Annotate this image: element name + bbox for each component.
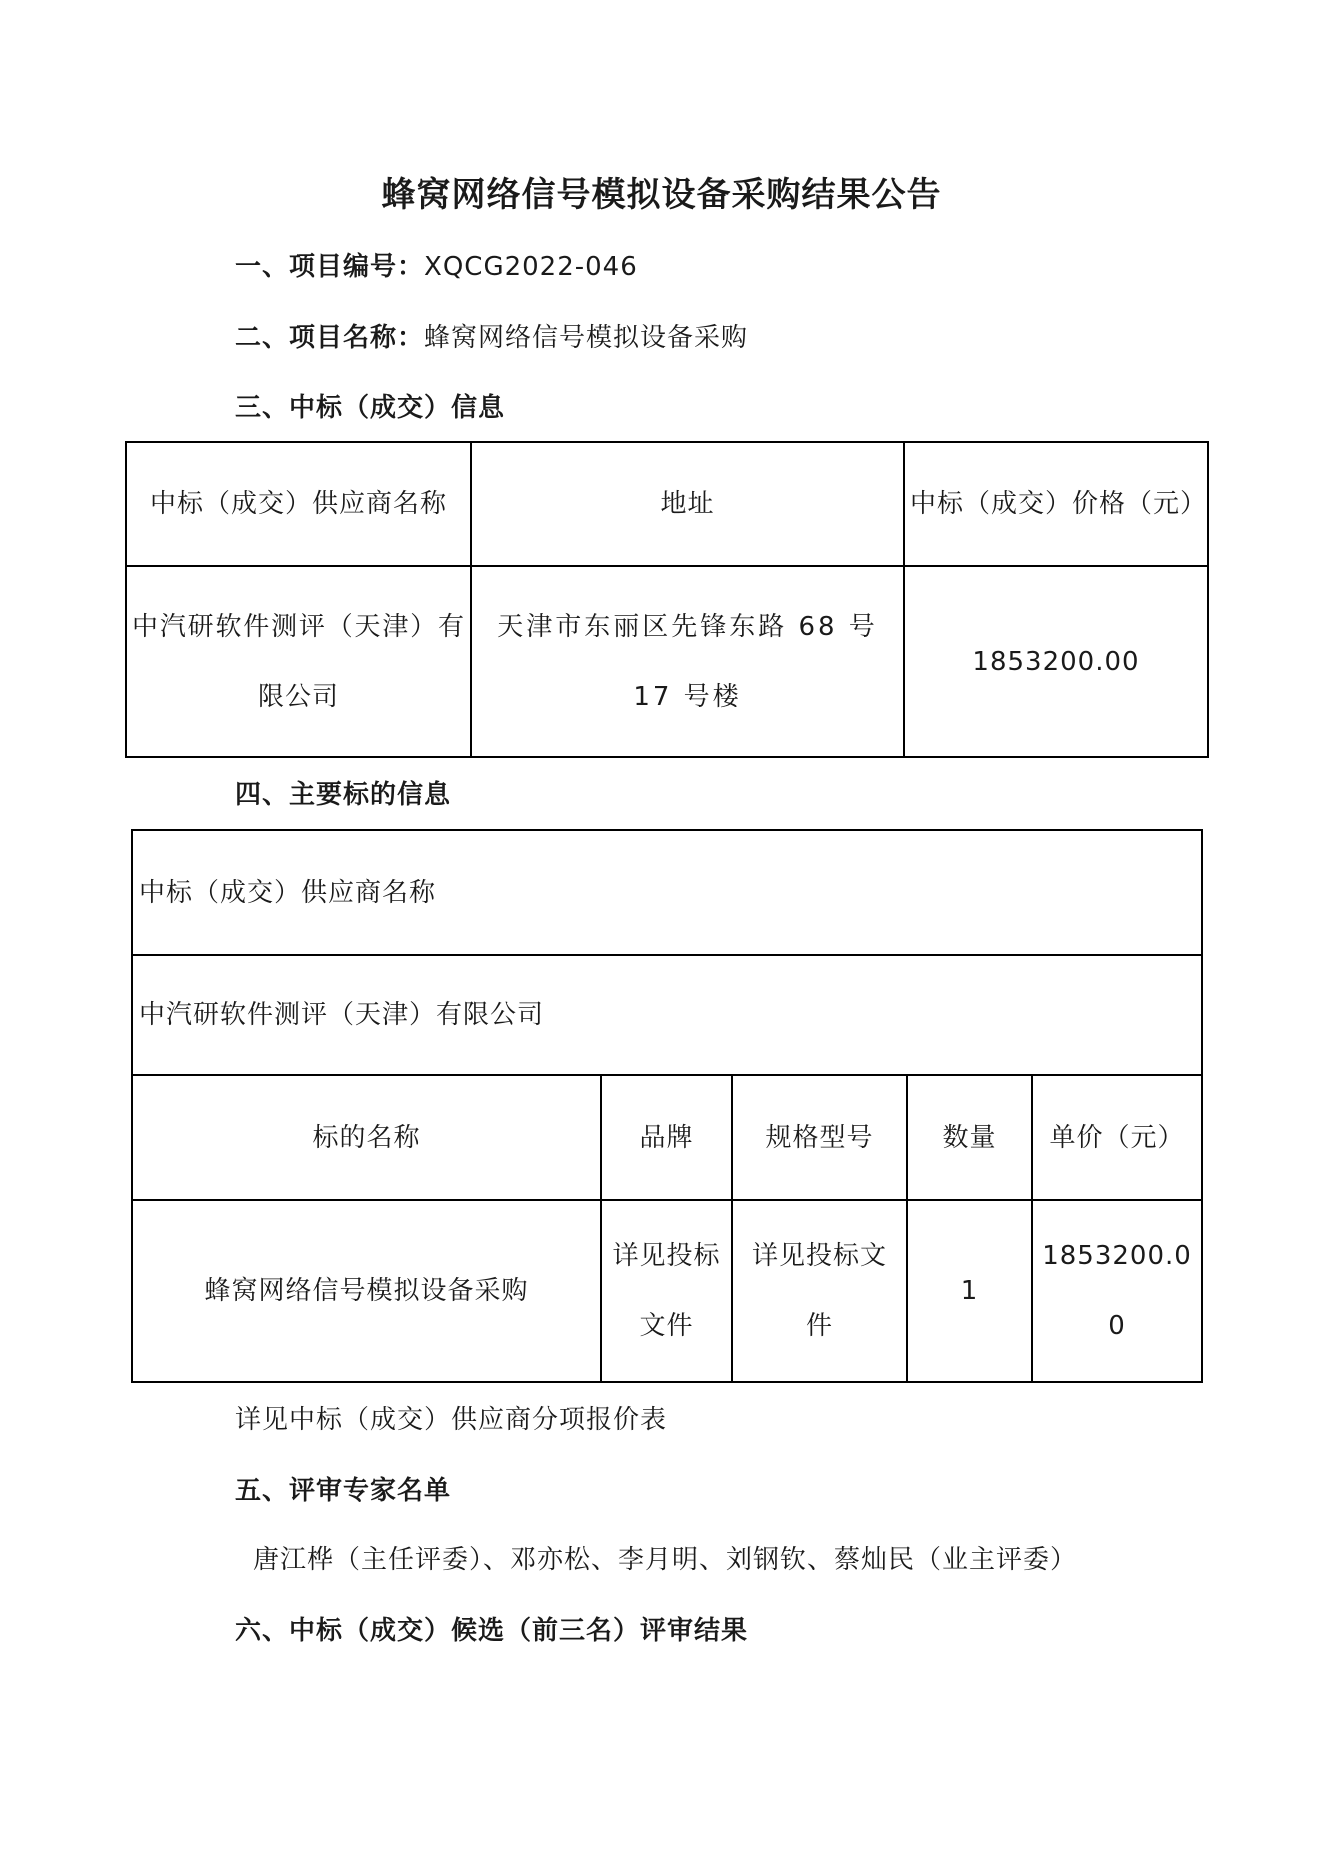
header-brand: 品牌	[601, 1075, 732, 1200]
section-project-number	[235, 250, 638, 284]
items-table-header-row	[132, 1075, 1202, 1200]
header-item-name: 标的名称	[132, 1075, 601, 1200]
project-number-label: 一、项目编号：	[235, 252, 425, 282]
section-project-name	[235, 321, 748, 355]
document-title: 蜂窝网络信号模拟设备采购结果公告	[381, 175, 942, 215]
review-results-heading: 六、中标（成交）候选（前三名）评审结果	[235, 1616, 749, 1646]
award-info-heading: 三、中标（成交）信息	[235, 393, 506, 423]
section-main-items	[235, 778, 451, 812]
winner-table-header-row	[126, 442, 1208, 566]
cell-address: 天津市东丽区先锋东路 68 号 17 号楼	[471, 566, 904, 757]
cell-quantity: 1	[907, 1200, 1032, 1382]
items-supplier-header-row	[132, 830, 1202, 955]
section-experts	[235, 1474, 451, 1508]
header-unit-price: 单价（元）	[1032, 1075, 1202, 1200]
winner-table	[125, 441, 1209, 758]
items-supplier-name: 中汽研软件测评（天津）有限公司	[132, 955, 1202, 1075]
items-table-row	[132, 1200, 1202, 1382]
project-name-label: 二、项目名称：	[235, 323, 425, 353]
header-supplier-name: 中标（成交）供应商名称	[126, 442, 471, 566]
header-address: 地址	[471, 442, 904, 566]
header-model: 规格型号	[732, 1075, 907, 1200]
project-number-value: XQCG2022-046	[424, 252, 638, 282]
main-items-heading: 四、主要标的信息	[235, 780, 452, 810]
cell-supplier-name: 中汽研软件测评（天津）有限公司	[126, 566, 471, 757]
cell-item-name: 蜂窝网络信号模拟设备采购	[132, 1200, 601, 1382]
section-review-results	[235, 1614, 748, 1648]
items-supplier-header: 中标（成交）供应商名称	[132, 830, 1202, 955]
cell-unit-price: 1853200.00	[1032, 1200, 1202, 1382]
header-award-price: 中标（成交）价格（元）	[904, 442, 1208, 566]
cell-award-price: 1853200.00	[904, 566, 1208, 757]
experts-list: 唐江桦（主任评委）、邓亦松、李月明、刘钢钦、蔡灿民（业主评委）	[253, 1545, 1078, 1575]
winner-table-row	[126, 566, 1208, 757]
section-award-info	[235, 391, 505, 425]
items-table	[131, 829, 1203, 1383]
price-breakdown-note: 详见中标（成交）供应商分项报价表	[235, 1405, 668, 1435]
project-name-value: 蜂窝网络信号模拟设备采购	[424, 323, 749, 353]
cell-model: 详见投标文件	[732, 1200, 907, 1382]
items-supplier-name-row	[132, 955, 1202, 1075]
cell-brand: 详见投标文件	[601, 1200, 732, 1382]
experts-heading: 五、评审专家名单	[235, 1476, 452, 1506]
header-quantity: 数量	[907, 1075, 1032, 1200]
